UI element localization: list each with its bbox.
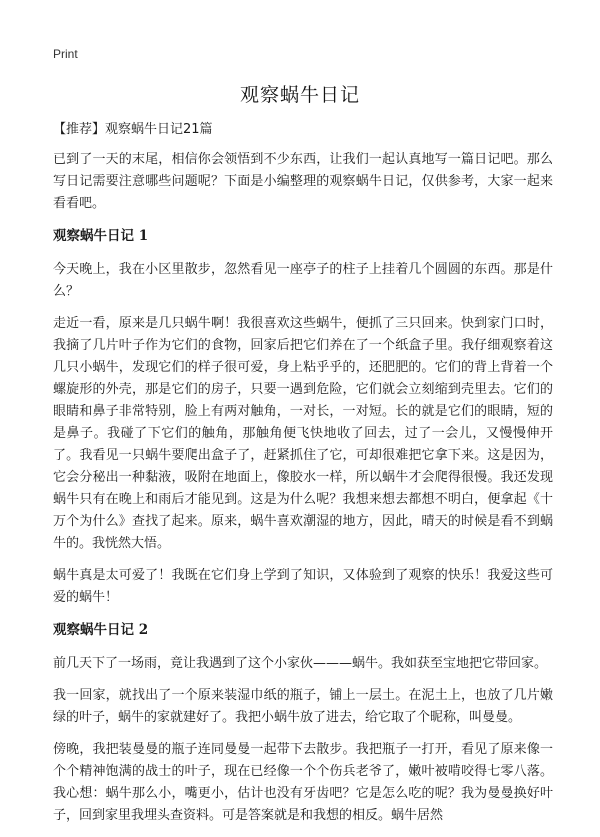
paragraph: 前几天下了一场雨，竟让我遇到了这个小家伙———蜗牛。我如获至宝地把它带回家。 bbox=[53, 656, 548, 671]
paragraph: 今天晚上，我在小区里散步，忽然看见一座亭子的柱子上挂着几个圆圆的东西。那是什么？ bbox=[53, 262, 553, 299]
paragraph: 走近一看，原来是几只蜗牛啊！我很喜欢这些蜗牛，便抓了三只回来。快到家门口时，我摘了几片叶子作为它们的食物，回家后把它们养在了一个纸盒子里。我仔细观察着这几只小蜗牛，发现它们的样子很可爱，身上粘乎乎的，还肥肥的。它们的背上背着一个螺旋形的外壳，那是它们的房子，只要一遇到危险，它们就会立刻缩到壳里去。它们的 眼睛和鼻子非常特别，脸上有两对触角，一对长，一对短。长的就是它们的眼睛，短的是鼻子。我碰了下它们的触角，那触角便飞快地收了回去，过了一会儿，又慢慢伸开了。我看见一只蜗牛要爬出盒子了，赶紧抓住了它，可却很难把它拿下来。这是因为，它会分秘出一种黏液，吸附在地面上，像胶水一样，所以蜗牛才会爬得很慢。我还发现蜗牛只有在晚上和雨后才能见到。这是为什么呢？我想来想去都想不明白，便拿起《十万个为什么》查找了起来。原来，蜗牛喜欢潮湿的地方，因此，晴天的时候是看不到蜗牛的。我恍然大悟。 bbox=[53, 316, 553, 551]
paragraph: 蜗牛真是太可爱了！我既在它们身上学到了知识，又体验到了观察的快乐！我爱这些可爱的蜗牛！ bbox=[53, 568, 553, 605]
intro-paragraph: 已到了一天的末尾，相信你会领悟到不少东西，让我们一起认真地写一篇日记吧。那么写日记需要注意哪些问题呢？下面是小编整理的观察蜗牛日记，仅供参考，大家一起来看看吧。 bbox=[53, 152, 553, 211]
print-label: Print bbox=[53, 47, 78, 61]
page-title: 观察蜗牛日记 bbox=[239, 84, 360, 106]
paragraph: 傍晚，我把装曼曼的瓶子连同曼曼一起带下去散步。我把瓶子一打开，看见了原来像一个个精神饱满的战士的叶子，现在已经像一个个伤兵老爷了，嫩叶被啃咬得七零八落。我心想：蜗牛那么小，嘴更小，估计也没有牙齿吧？它是怎么吃的呢？我为曼曼换好叶子，回到家里我埋头查资料。可是答案就是和我想的相反。蜗牛居然 bbox=[53, 742, 553, 823]
recommend-line: 【推荐】观察蜗牛日记21篇 bbox=[53, 122, 213, 137]
section-heading: 观察蜗牛日记 2 bbox=[53, 622, 149, 638]
section-heading: 观察蜗牛日记 1 bbox=[53, 228, 149, 244]
article-body bbox=[53, 119, 553, 837]
paragraph: 我一回家，就找出了一个原来装湿巾纸的瓶子，铺上一层土。在泥土上，也放了几片嫩绿的叶子，蜗牛的家就建好了。我把小蜗牛放了进去，给它取了个昵称，叫曼曼。 bbox=[53, 688, 553, 725]
